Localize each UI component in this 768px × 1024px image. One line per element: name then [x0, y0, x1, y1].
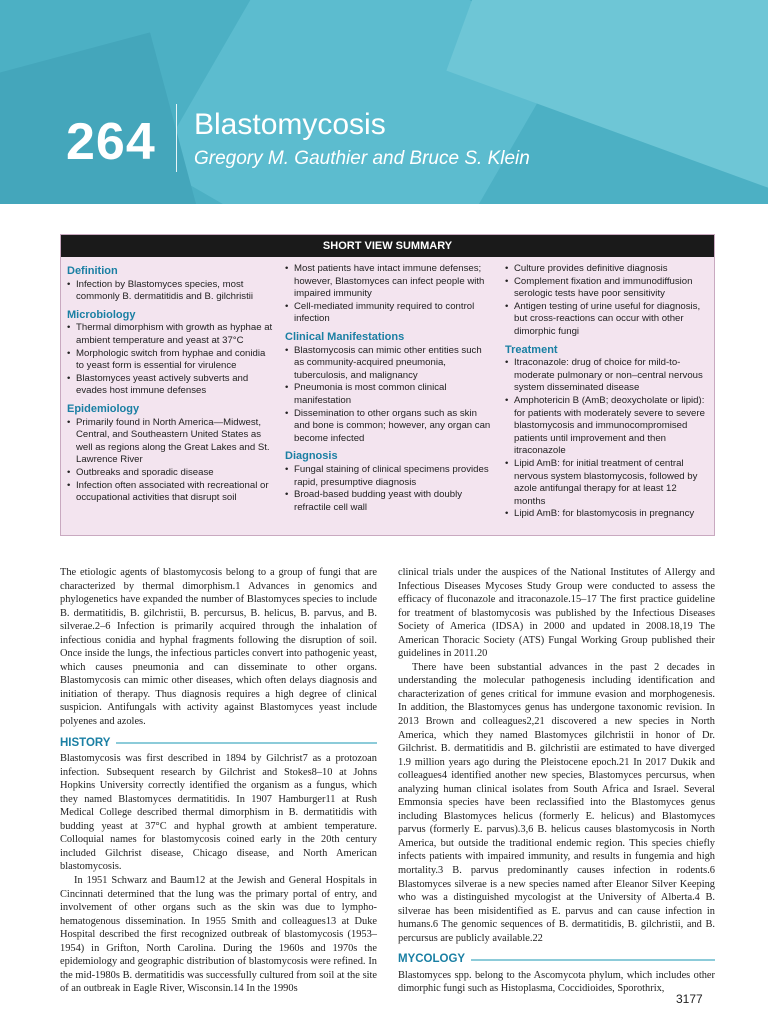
summary-item: • Blastomycosis can mimic other entities such as community-acquired pneumonia, tuberculosis, and malignancy	[285, 345, 493, 383]
summary-item: • Outbreaks and sporadic disease	[67, 467, 273, 480]
summary-item: • Culture provides definitive diagnosis	[505, 263, 709, 276]
summary-item: • Dissemination to other organs such as skin and bone is common; however, any organ can become infected	[285, 408, 493, 446]
intro-paragraph: The etiologic agents of blastomycosis belong to a group of fungi that are characterized by thermal dimorphism.1 Advances in genomics and phylogenetics have expanded the number of Blastomyces species to include B. dermatitidis, B. gilchristii, B. percursus, B. helicus, B. parvus, and B. silverae.2–6 Infection is primarily acquired through the inhalation of infectious conidia and hyphal fragments following the disruption of soil. Once inside the lungs, the infectious particles convert into pathogenic yeast, which causes pneumonia and can disseminate to other organs. Blastomycosis can mimic other diseases, which often delays diagnosis and initiation of therapy. Thus diagnosis requires a high degree of clinical suspicion. Antifungals with activity against Blastomyces yeast include polyenes and azoles.	[60, 567, 377, 728]
summary-list	[285, 263, 493, 326]
summary-section-title: Definition	[67, 265, 118, 277]
summary-item: • Blastomyces yeast actively subverts and evades host immune defenses	[67, 373, 273, 398]
history-paragraph: In 1951 Schwarz and Baum12 at the Jewish and General Hospitals in Cincinnati determined that the lung was the primary portal of entry, and involvement of other organs such as the skin was due to lympho-hematogenous dissemination. In 1955 Smith and colleagues13 at Duke Hospital described the first recognized outbreak of blastomycosis (1953–1954) in Grifton, North Carolina. During the 1960s and 1970s the epidemiology and geographic distribution of blastomycosis were refined. In the mid-1980s B. dermatitidis was successfully cultured from soil at the site of an outbreak in Eagle River, Wisconsin.14 In the 1990s	[60, 875, 377, 995]
chapter-authors: Gregory M. Gauthier and Bruce S. Klein	[194, 148, 530, 169]
summary-section-title: Epidemiology	[67, 402, 140, 415]
summary-column-3	[505, 263, 709, 521]
summary-item: • Broad-based budding yeast with doubly refractile cell wall	[285, 489, 493, 514]
summary-item: • Pneumonia is most common clinical manifestation	[285, 382, 493, 407]
summary-item: • Morphologic switch from hyphae and conidia to yeast form is essential for virulence	[67, 348, 273, 373]
summary-section-title: Clinical Manifestations	[285, 330, 405, 343]
summary-section-title: Microbiology	[67, 308, 136, 321]
summary-item: • Primarily found in North America—Midwest, Central, and Southeastern United States as well as regions along the Great Lakes and St. Lawrence River	[67, 417, 273, 467]
summary-list	[67, 279, 273, 304]
chapter-title: Blastomycosis	[194, 108, 386, 141]
summary-list	[505, 263, 709, 339]
summary-item: • Amphotericin B (AmB; deoxycholate or lipid): for patients with moderately severe to severe blastomycosis and immunocompromised patients until improvement and then itraconazole	[505, 395, 709, 458]
summary-item: • Lipid AmB: for blastomycosis in pregnancy	[505, 508, 709, 521]
header-divider	[176, 104, 177, 172]
section-heading-mycology	[398, 953, 715, 967]
summary-item: • Itraconazole: drug of choice for mild-to-moderate pulmonary or non–central nervous system disseminated disease	[505, 357, 709, 395]
summary-item: • Infection often associated with recreational or occupational activities that disrupt soil	[67, 480, 273, 505]
summary-section-title: Treatment	[505, 343, 558, 356]
summary-heading: SHORT VIEW SUMMARY	[61, 235, 714, 257]
summary-list	[67, 417, 273, 505]
summary-section-title: Diagnosis	[285, 450, 338, 463]
body-paragraph: clinical trials under the auspices of the National Institutes of Allergy and Infectious Diseases Mycoses Study Group were conducted to assess the efficacy of fluconazole and itraconazole.15–17 The first practice guideline for treatment of blastomycosis was published by the Infectious Diseases Society of America (IDSA) in 2000 and updated in 2008.18,19 The American Thoracic Society (ATS) Fungal Working Group published their guidelines in 2011.20	[398, 567, 715, 660]
short-view-summary	[60, 234, 715, 536]
summary-item: • Cell-mediated immunity required to control infection	[285, 301, 493, 326]
summary-item: • Infection by Blastomyces species, most commonly B. dermatitidis and B. gilchristii	[67, 279, 273, 304]
summary-item: • Complement fixation and immunodiffusion serologic tests have poor sensitivity	[505, 276, 709, 301]
section-rule	[116, 742, 377, 744]
summary-list	[285, 345, 493, 446]
section-heading-label: HISTORY	[60, 736, 111, 749]
summary-item: • Most patients have intact immune defenses; however, Blastomyces can infect people with impaired immunity	[285, 263, 493, 301]
page-number: 3177	[676, 992, 703, 1006]
section-heading-history	[60, 737, 377, 751]
right-text-column	[398, 566, 715, 996]
summary-column-1	[67, 263, 273, 505]
left-text-column	[60, 566, 377, 996]
summary-item: • Antigen testing of urine useful for diagnosis, but cross-reactions can occur with other dimorphic fungi	[505, 301, 709, 339]
summary-list	[505, 357, 709, 521]
summary-list	[285, 464, 493, 514]
summary-column-2	[285, 263, 493, 514]
summary-item: • Fungal staining of clinical specimens provides rapid, presumptive diagnosis	[285, 464, 493, 489]
chapter-number: 264	[66, 113, 156, 171]
summary-item: • Thermal dimorphism with growth as hyphae at ambient temperature and yeast at 37°C	[67, 322, 273, 347]
summary-list	[67, 322, 273, 398]
summary-item: • Lipid AmB: for initial treatment of central nervous system blastomycosis, followed by azole antifungal therapy for at least 12 months	[505, 458, 709, 508]
body-paragraph: There have been substantial advances in the past 2 decades in understanding the molecular pathogenesis including identification and characterization of genes critical for immune evasion and morphogenesis. In addition, the Blastomyces genus has undergone taxonomic revision. In 2013 Brown and colleagues2,21 discovered a new species in North America, which they named Blastomyces gilchristii in honor of Dr. Gilchrist. B. dermatitidis and B. gilchristii are estimated to have diverged 1.9 million years ago during the Pleistocene epoch.21 In 2017 Dukik and colleagues4 identified another new species, Blastomyces percursus, when analyzing human clinical isolates from South Africa and Israel. Several Emmonsia species have been reclassified into the Blastomyces genus including Blastomyces helicus (formerly E. helicus) and Blastomyces parvus (formerly E. parvus).3,6 B. helicus causes blastomycosis in North America, but outside the traditional endemic region. This species chiefly infects patients with impaired immunity, and results in fungemia and high mortality.3 B. parvus predominantly causes infection in rodents.6 Blastomyces silverae is a new species named after Eleanor Silver Keeping who was a distinguished mycologist at the University of Alberta.4 B. silverae has been misidentified as E. parvus and can cause infection in humans.6 The genomic sequences of B. dermatitidis, B. gilchristii, and B. percursus are publicly available.22	[398, 661, 715, 944]
section-heading-label: MYCOLOGY	[398, 953, 466, 966]
history-paragraph: Blastomycosis was first described in 1894 by Gilchrist7 as a protozoan infection. Subsequent research by Gilchrist and Stokes8–10 at Johns Hopkins University correctly identified the organism as a fungus, which they named Blastomyces dermatitidis. In 1907 Hamburger11 at Rush Medical College described thermal dimorphism in B. dermatitidis with budding yeast at 37°C and hyphal growth at ambient temperature. Colloquial names for blastomycosis coined early in the 20th century included Gilchrist disease, Chicago disease, and North American blastomycosis.	[60, 753, 377, 873]
chapter-banner	[0, 0, 768, 204]
section-rule	[471, 959, 715, 961]
mycology-paragraph: Blastomyces spp. belong to the Ascomycota phylum, which includes other dimorphic fungi such as Histoplasma, Coccidioides, Sporothrix,	[398, 969, 715, 995]
